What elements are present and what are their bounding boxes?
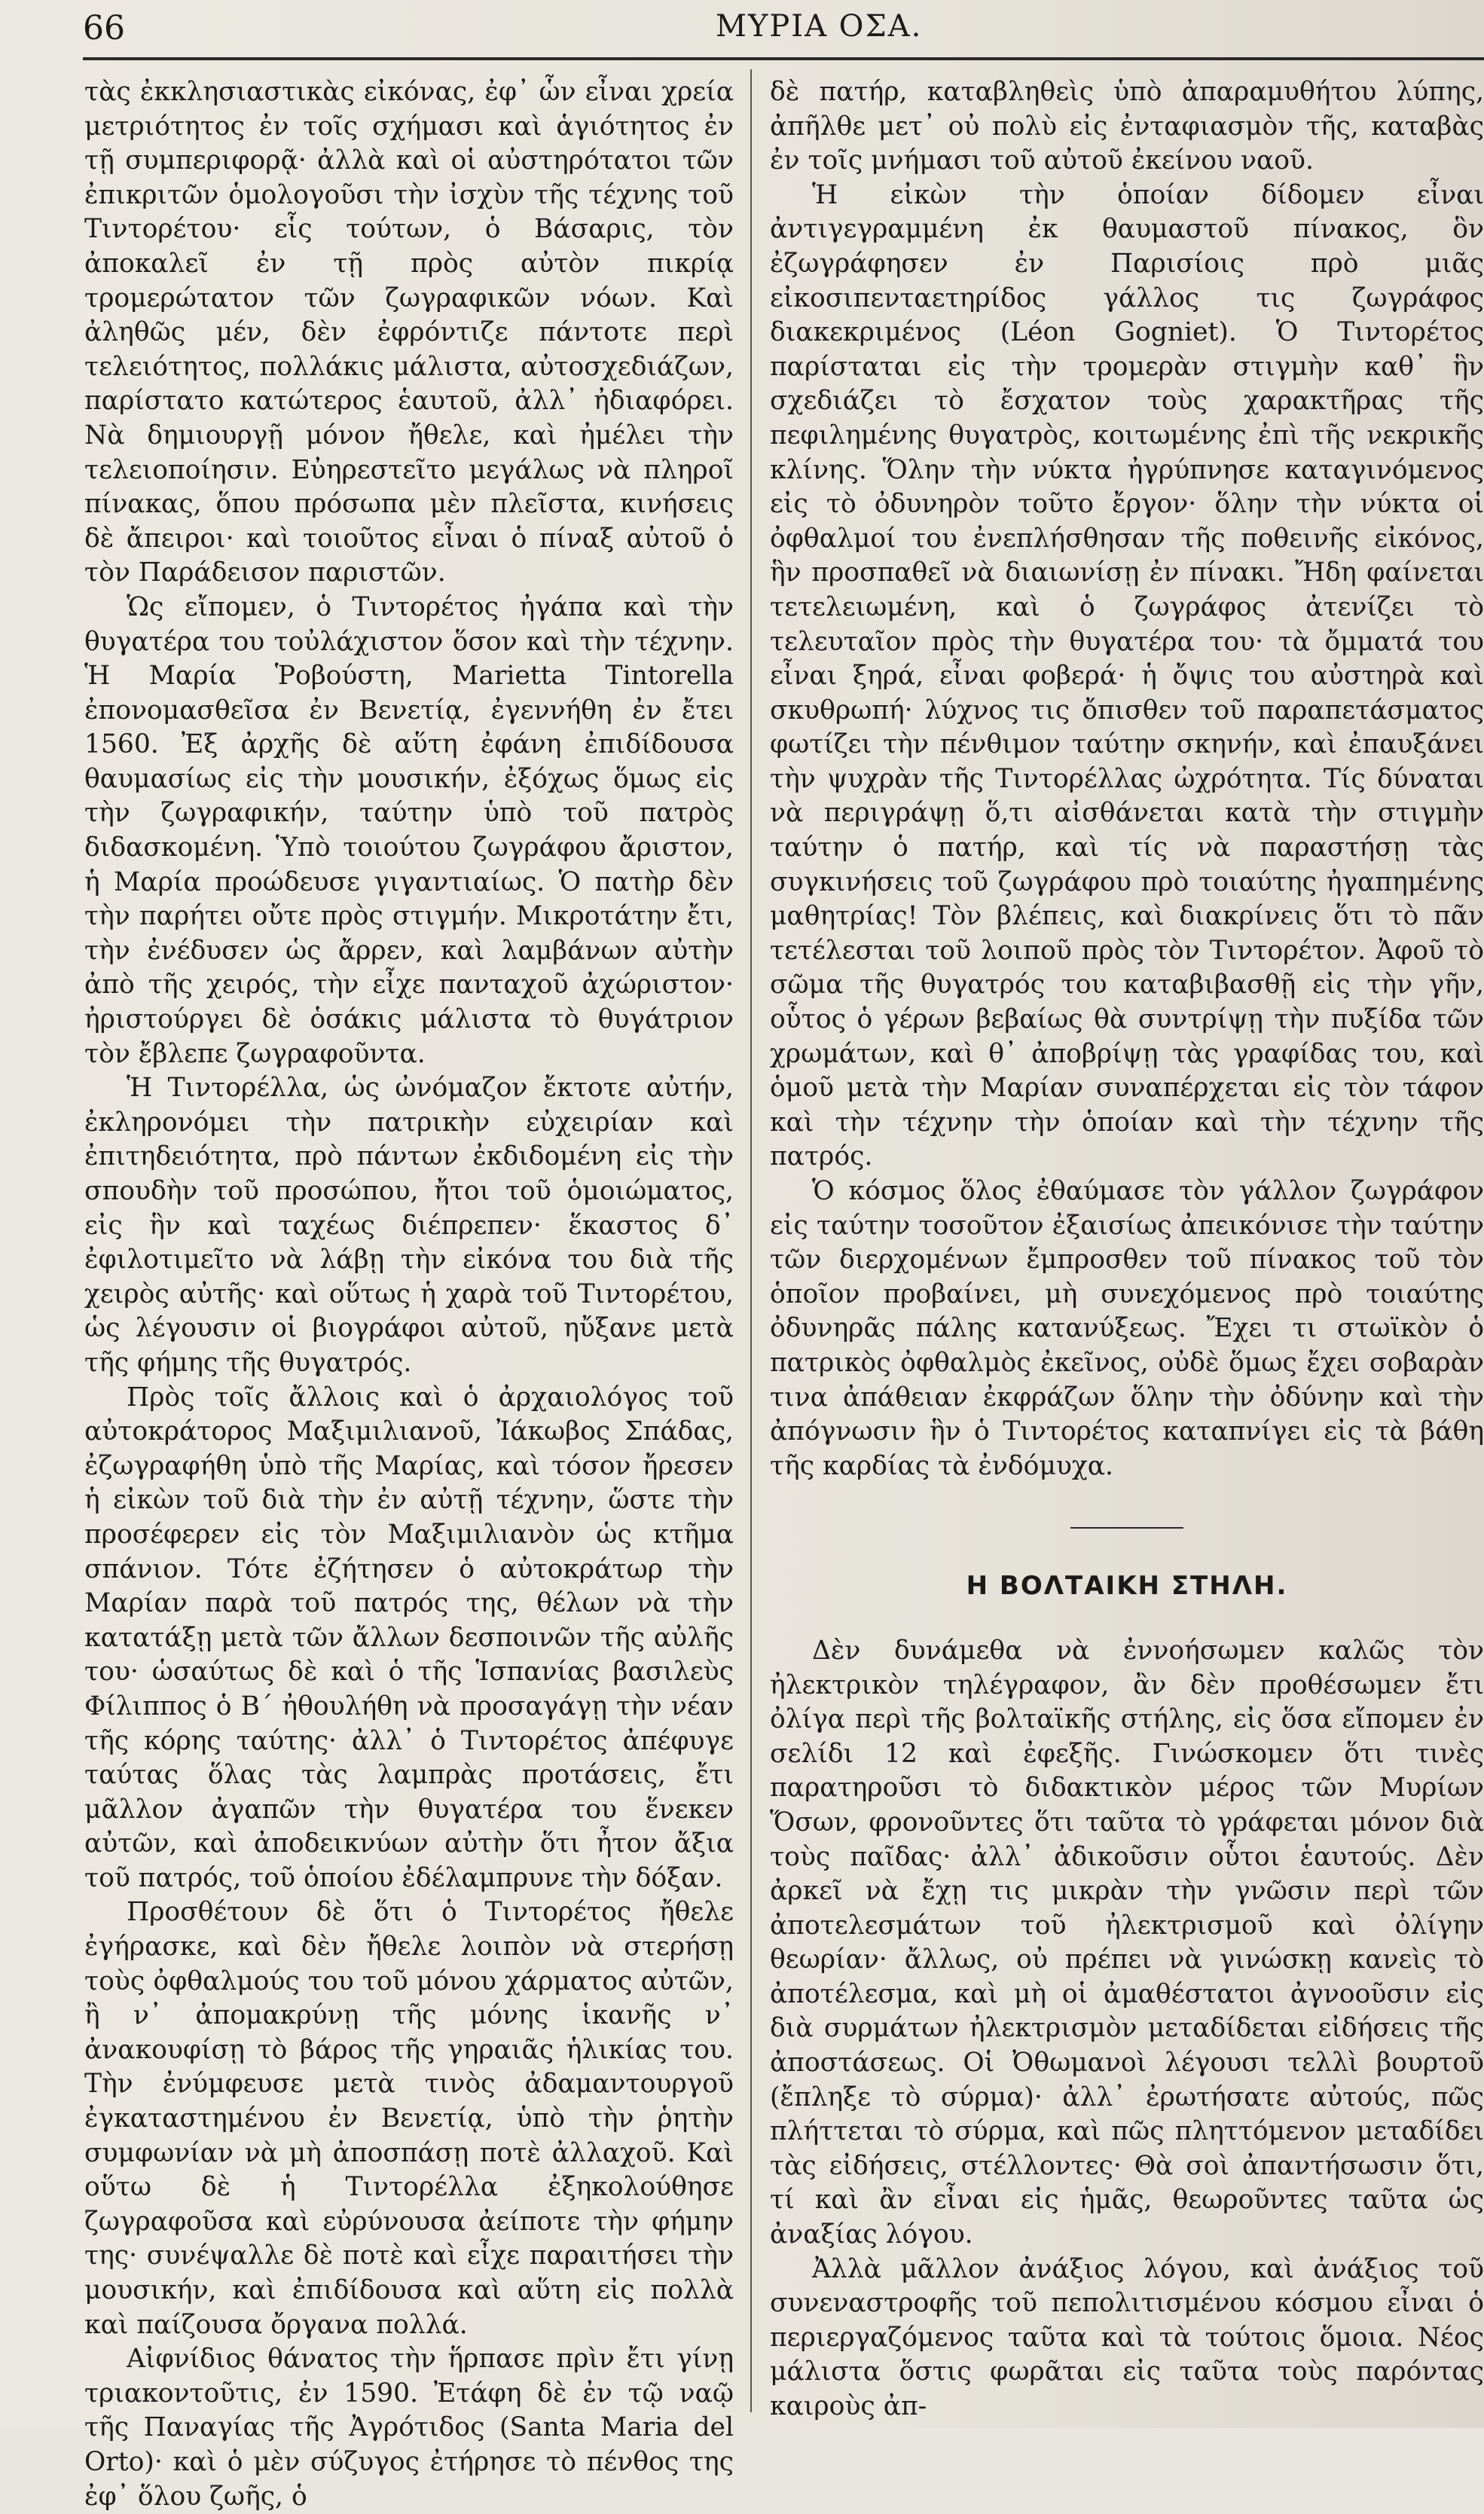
paragraph: δὲ πατήρ, καταβληθεὶς ὑπὸ ἀπαραμυθήτου λύπης, ἀπῆλθε μετ᾽ οὐ πολὺ εἰς ἐνταφιασμὸν τῆς, καταβὰς ἐν τοῖς μνήμασι τοῦ αὐτοῦ ἐκείνου ναοῦ. [770,77,1484,176]
paragraph: Δὲν δυνάμεθα νὰ ἐννοήσωμεν καλῶς τὸν ἠλεκτρικὸν τηλέγραφον, ἂν δὲν προθέσωμεν ἔτι ὀλίγα περὶ τῆς βολταϊκῆς στήλης, εἰς ὅσα εἴπομεν ἐν σελίδι 12 καὶ ἐφεξῆς. Γινώσκομεν ὅτι τινὲς παρατηροῦσι τὸ διδακτικὸν μέρος τῶν Μυρίων Ὅσων, φρονοῦντες ὅτι ταῦτα τὸ γράφεται μόνον διὰ τοὺς παῖδας· ἀλλ᾽ ἀδικοῦσιν οὗτοι ἑαυτούς. Δὲν ἀρκεῖ νὰ ἔχῃ τις μικρὰν τὴν γνῶσιν περὶ τῶν ἀποτελεσμάτων τοῦ ἠλεκτρισμοῦ καὶ ὀλίγην θεωρίαν· ἄλλως, οὐ πρέπει νὰ γινώσκῃ κανεὶς τὸ ἀποτέλεσμα, καὶ μὴ οἱ ἀμαθέστατοι ἀγνοοῦσιν εἰς διὰ συρμάτων ἠλεκτρισμὸν μεταδίδεται εἰδήσεις τῆς ἀποστάσεως. Οἱ Ὀθωμανοὶ λέγουσι τελλὶ βουρτοῦ (ἔπληξε τὸ σύρμα)· ἀλλ᾽ ἐρωτήσατε αὐτούς, πῶς πλήττεται τὸ σύρμα, καὶ πῶς πληττόμενον μεταδίδει τὰς εἰδήσεις, στέλλοντες· Θὰ σοὶ ἀπαντήσωσιν ὅτι, τί καὶ ἂν εἶναι εἰς ἡμᾶς, θεωροῦντες ταῦτα ὡς ἀναξίας λόγου. [770,1635,1484,2250]
column-divider [750,69,752,2412]
running-title: ΜΥΡΙΑ ΟΣΑ. [716,9,923,44]
page-number: 66 [83,9,125,47]
section-title: Η ΒΟΛΤΑΙΚΗ ΣΤΗΛΗ. [966,1571,1288,1602]
paragraph: Αἰφνίδιος θάνατος τὴν ἥρπασε πρὶν ἔτι γίνῃ τριακοντοῦτις, ἐν 1590. Ἐτάφη δὲ ἐν τῷ ναῷ τῆς Παναγίας τῆς Ἀγρότιδος (Santa Maria del Orto)· καὶ ὁ μὲν σύζυγος ἐτήρησε τὸ πένθος της ἐφ᾽ ὅλου ζωῆς, ὁ [84,2344,734,2512]
left-column [84,75,734,2514]
paragraph: Ἀλλὰ μᾶλλον ἀνάξιος λόγου, καὶ ἀνάξιος τοῦ συνεναστροφῆς τοῦ πεπολιτισμένου κόσμου εἶναι ὁ περιεργαζόμενος ταῦτα καὶ τὰ τούτοις ὅμοια. Νέος μάλιστα ὅστις φωρᾶται εἰς ταῦτα τοὺς παρόντας καιροὺς ἀπ- [770,2253,1484,2421]
paragraph: Ὁ κόσμος ὅλος ἐθαύμασε τὸν γάλλον ζωγράφον εἰς ταύτην τοσοῦτον ἐξαισίως ἀπεικόνισε τὴν ταύτην τῶν διερχομένων ἔμπροσθεν τοῦ πίνακος τοῦ τὸν ὁποῖον προβαίνει, μὴ συνεχόμενος πρὸ τοιαύτης ὀδυνηρᾶς πάλης κατανύξεως. Ἔχει τι στωϊκὸν ὁ πατρικὸς ὀφθαλμὸς ἐκεῖνος, οὐδὲ ὅμως ἔχει σοβαρὰν τινα ἀπάθειαν ἐκφράζων ὅλην τὴν ὀδύνην καὶ τὴν ἀπόγνωσιν ἣν ὁ Τιντορέτος καταπνίγει εἰς τὰ βάθη τῆς καρδίας τὰ ἐνδόμυχα. [770,1176,1484,1481]
page-header [83,9,1484,54]
paragraph: Προσθέτουν δὲ ὅτι ὁ Τιντορέτος ἤθελε ἐγήρασκε, καὶ δὲν ἤθελε λοιπὸν νὰ στερήσῃ τοὺς ὀφθαλμούς του τοῦ μόνου χάρματος αὐτῶν, ἢ ν᾽ ἀπομακρύνῃ τῆς μόνης ἱκανῆς ν᾽ ἀνακουφίσῃ τὸ βάρος τῆς γηραιᾶς ἡλικίας του. Τὴν ἐνύμφευσε μετὰ τινὸς ἀδαμαντουργοῦ ἐγκαταστημένου ἐν Βενετίᾳ, ὑπὸ τὴν ῥητὴν συμφωνίαν νὰ μὴ ἀποσπάσῃ ποτὲ ἀλλαχοῦ. Καὶ οὕτω δὲ ἡ Τιντορέλλα ἐξηκολούθησε ζωγραφοῦσα καὶ εὐρύνουσα ἀείποτε τὴν φήμην της· συνέψαλλε δὲ ποτὲ καὶ εἶχε παραιτήσει τὴν μουσικήν, καὶ ἐπιδίδουσα καὶ αὕτη εἰς πολλὰ καὶ παίζουσα ὄργανα πολλά. [84,1897,734,2340]
section-divider [1070,1527,1183,1529]
paragraph: Ἡ Τιντορέλλα, ὡς ὠνόμαζον ἔκτοτε αὐτήν, ἐκληρονόμει τὴν πατρικὴν εὐχειρίαν καὶ ἐπιτηδειότητα, πρὸ πάντων ἐκδιδομένη εἰς τὴν σπουδὴν τοῦ προσώπου, ἤτοι τοῦ ὁμοιώματος, εἰς ἣν καὶ ταχέως διέπρεπεν· ἕκαστος δ᾽ ἐφιλοτιμεῖτο νὰ λάβῃ τὴν εἰκόνα του διὰ τῆς χειρὸς αὐτῆς· καὶ οὕτως ἡ χαρὰ τοῦ Τιντορέτου, ὡς λέγουσιν οἱ βιογράφοι αὐτοῦ, ηὔξανε μετὰ τῆς φήμης τῆς θυγατρός. [84,1073,734,1378]
right-column [770,75,1484,2424]
section-spacer [770,1483,1484,1527]
paragraph: Ἡ εἰκὼν τὴν ὁποίαν δίδομεν εἶναι ἀντιγεγραμμένη ἐκ θαυμαστοῦ πίνακος, ὃν ἐζωγράφησεν ἐν Παρισίοις πρὸ μιᾶς εἰκοσιπενταετηρίδος γάλλος τις ζωγράφος διακεκριμένος (Léon Gogniet). Ὁ Τιντορέτος παρίσταται εἰς τὴν τρομερὰν στιγμὴν καθ᾽ ἣν σχεδιάζει τὸ ἔσχατον τοὺς χαρακτῆρας τῆς πεφιλημένης θυγατρὸς, κοιτωμένης ἐπὶ τῆς νεκρικῆς κλίνης. Ὅλην τὴν νύκτα ἠγρύπνησε καταγινόμενος εἰς τὸ ὀδυνηρὸν τοῦτο ἔργον· ὅλην τὴν νύκτα οἱ ὀφθαλμοί του ἐνεπλήσθησαν τῆς ποθεινῆς εἰκόνος, ἣν προσπαθεῖ νὰ διαιωνίσῃ ἐν πίνακι. Ἤδη φαίνεται τετελειωμένη, καὶ ὁ ζωγράφος ἀτενίζει τὸ τελευταῖον πρὸς τὴν θυγατέρα του· τὰ ὄμματά του εἶναι ξηρά, εἶναι φοβερά· ἡ ὄψις του αὐστηρὰ καὶ σκυθρωπή· λύχνος τις ὄπισθεν τοῦ παραπετάσματος φωτίζει τὴν πένθιμον ταύτην σκηνήν, καὶ ἐπαυξάνει τὴν ψυχρὰν τῆς Τιντορέλλας ὠχρότητα. Τίς δύναται νὰ περιγράψῃ ὅ,τι αἰσθάνεται κατὰ τὴν στιγμὴν ταύτην ὁ πατήρ, καὶ τίς νὰ παραστήσῃ τὰς συγκινήσεις τοῦ ζωγράφου πρὸ τοιαύτης ἠγαπημένης μαθητρίας! Τὸν βλέπεις, καὶ διακρίνεις ὅτι τὸ πᾶν τετέλεσται τοῦ λοιποῦ πρὸς τὸν Τιντορέτον. Ἀφοῦ τὸ σῶμα τῆς θυγατρός του καταβιβασθῇ εἰς τὴν γῆν, οὗτος ὁ γέρων βεβαίως θὰ συντρίψῃ τὴν πυξίδα τῶν χρωμάτων, καὶ θ᾽ ἀποβρίψῃ τὰς γραφίδας του, καὶ ὁμοῦ μετὰ τὴν Μαρίαν συναπέρχεται εἰς τὸν τάφον καὶ τὴν τέχνην τὴν ὁποίαν καὶ τὴν τέχνην τῆς πατρός. [770,179,1484,1172]
header-rule [83,57,1484,60]
paragraph: τὰς ἐκκλησιαστικὰς εἰκόνας, ἐφ᾽ ὧν εἶναι χρεία μετριότητος ἐν τοῖς σχήμασι καὶ ἁγιότητος ἐν τῇ συμπεριφορᾷ· ἀλλὰ καὶ οἱ αὐστηρότατοι τῶν ἐπικριτῶν ὁμολογοῦσι τὴν ἰσχὺν τῆς τέχνης τοῦ Τιντορέτου· εἷς τούτων, ὁ Βάσαρις, τὸν ἀποκαλεῖ ἐν τῇ πρὸς αὐτὸν πικρίᾳ τρομερώτατον τῶν ζωγραφικῶν νόων. Καὶ ἀληθῶς μέν, δὲν ἐφρόντιζε πάντοτε περὶ τελειότητος, πολλάκις μάλιστα, αὐτοσχεδιάζων, παρίστατο κατώτερος ἑαυτοῦ, ἀλλ᾽ ἠδιαφόρει. Νὰ δημιουργῇ μόνον ἤθελε, καὶ ἠμέλει τὴν τελειοποίησιν. Εὐηρεστεῖτο μεγάλως νὰ πληροῖ πίνακας, ὅπου πρόσωπα μὲν πλεῖστα, κινήσεις δὲ ἄπειροι· καὶ τοιοῦτος εἶναι ὁ πίναξ αὐτοῦ ὁ τὸν Παράδεισον παριστῶν. [84,77,734,588]
paragraph: Πρὸς τοῖς ἄλλοις καὶ ὁ ἀρχαιολόγος τοῦ αὐτοκράτορος Μαξιμιλιανοῦ, Ἰάκωβος Σπάδας, ἐζωγραφήθη ὑπὸ τῆς Μαρίας, καὶ τόσον ἤρεσεν ἡ εἰκὼν τοῦ διὰ τὴν ἐν αὐτῇ τέχνην, ὥστε τὴν προσέφερεν εἰς τὸν Μαξιμιλιανὸν ὡς κτῆμα σπάνιον. Τότε ἐζήτησεν ὁ αὐτοκράτωρ τὴν Μαρίαν παρὰ τοῦ πατρός της, θέλων νὰ τὴν κατατάξῃ μετὰ τῶν ἄλλων δεσποινῶν τῆς αὐλῆς του· ὡσαύτως δὲ καὶ ὁ τῆς Ἱσπανίας βασιλεὺς Φίλιππος ὁ Β´ ἠθουλήθη νὰ προσαγάγῃ τὴν νέαν τῆς κόρης ταύτης· ἀλλ᾽ ὁ Τιντορέτος ἀπέφυγε ταύτας ὅλας τὰς λαμπρὰς προτάσεις, ἔτι μᾶλλον ἀγαπῶν τὴν θυγατέρα του ἕνεκεν αὐτῶν, καὶ ἀποδεικνύων αὐτὴν ὅτι ἦτον ἄξια τοῦ πατρός, τοῦ ὁποίου ἐδέλαμπρυνε τὴν δόξαν. [84,1382,734,1893]
paragraph: Ὡς εἴπομεν, ὁ Τιντορέτος ἠγάπα καὶ τὴν θυγατέρα του τοὐλάχιστον ὅσον καὶ τὴν τέχνην. Ἡ Μαρία Ῥοβούστη, Marietta Tintorella ἐπονομασθεῖσα ἐν Βενετίᾳ, ἐγεννήθη ἐν ἔτει 1560. Ἐξ ἀρχῆς δὲ αὕτη ἐφάνη ἐπιδίδουσα θαυμασίως εἰς τὴν μουσικήν, ἐξόχως ὅμως εἰς τὴν ζωγραφικήν, ταύτην ὑπὸ τοῦ πατρὸς διδασκομένη. Ὑπὸ τοιούτου ζωγράφου ἄριστον, ἡ Μαρία προώδευσε γιγαντιαίως. Ὁ πατὴρ δὲν τὴν παρήτει οὔτε πρὸς στιγμήν. Μικροτάτην ἔτι, τὴν ἐνέδυσεν ὡς ἄρρεν, καὶ λαμβάνων αὐτὴν ἀπὸ τῆς χειρός, τὴν εἶχε πανταχοῦ ἀχώριστον· ἠριστούργει δὲ ὁσάκις μάλιστα τὸ θυγάτριον τὸν ἔβλεπε ζωγραφοῦντα. [84,591,734,1069]
